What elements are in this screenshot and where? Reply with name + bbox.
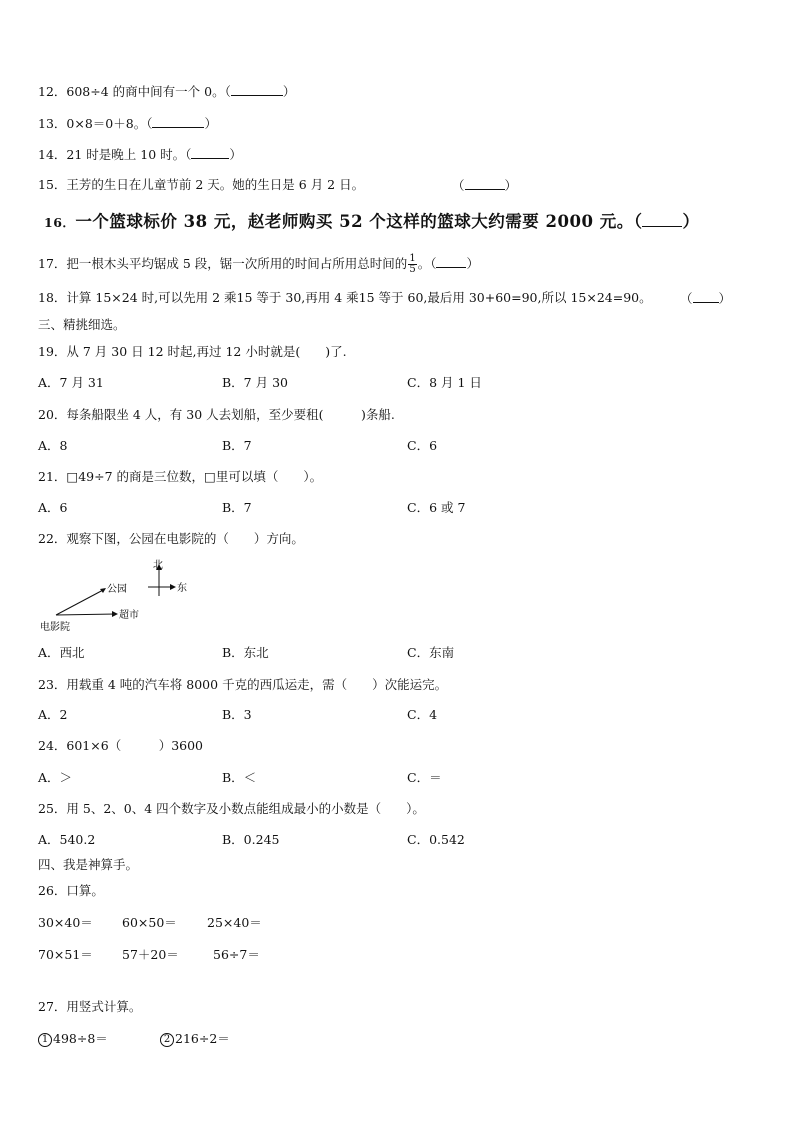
question-26 — [38, 883, 104, 899]
option-b[interactable]: B．＜ — [222, 770, 257, 785]
option-c[interactable]: C．6 — [407, 438, 438, 453]
vertical-calc-1 — [38, 1031, 108, 1047]
bracket: （ — [680, 291, 693, 306]
answer-blank[interactable] — [191, 146, 229, 159]
question-number: 25． — [38, 801, 67, 816]
question-15-answer — [452, 177, 517, 194]
option-a[interactable]: A．西北 — [38, 645, 85, 660]
market-arrow-icon — [112, 611, 118, 617]
cinema-label: 电影院 — [40, 622, 70, 633]
east-arrow-icon — [170, 584, 176, 590]
option-b[interactable]: B．东北 — [222, 645, 269, 660]
bracket: ） — [466, 256, 479, 271]
circled-number: 1 — [38, 1033, 52, 1047]
direction-diagram — [36, 556, 196, 634]
question-number: 26． — [38, 883, 67, 898]
question-text: 观察下图，公园在电影院的（ ）方向。 — [66, 531, 304, 546]
question-text: 王芳的生日在儿童节前 2 天。她的生日是 6 月 2 日。 — [66, 177, 365, 192]
east-label: 东 — [177, 583, 187, 594]
bracket: ） — [229, 147, 242, 162]
question-18-answer — [680, 290, 731, 307]
question-25 — [38, 801, 425, 817]
question-text: 608÷4 的商中间有一个 0。（ — [66, 84, 231, 99]
question-number: 23． — [38, 677, 67, 692]
question-text: 用 5、2、0、4 四个数字及小数点能组成最小的小数是（ ）。 — [66, 801, 425, 816]
market-label: 超市 — [119, 610, 139, 621]
question-text: 计算 15×24 时,可以先用 2 乘15 等于 30,再用 4 乘15 等于 60,最后用 30+60=90,所以 15×24=90。 — [66, 290, 652, 305]
bracket: ） — [504, 178, 518, 193]
question-text: 用载重 4 吨的汽车将 8000 千克的西瓜运走，需（ ）次能运完。 — [66, 677, 448, 692]
calc-expression: 216÷2＝ — [175, 1031, 230, 1046]
option-a[interactable]: A．2 — [38, 707, 68, 722]
line-to-park — [56, 589, 105, 615]
question-number: 24． — [38, 738, 67, 753]
question-text: □49÷7 的商是三位数，□里可以填（ ）。 — [66, 469, 323, 484]
question-24 — [38, 738, 203, 754]
option-c[interactable]: C．6 或 7 — [407, 500, 466, 515]
option-b[interactable]: B．7 — [222, 438, 252, 453]
oral-calc-item: 56÷7＝ — [213, 947, 260, 962]
question-number: 12． — [38, 84, 67, 99]
question-text: 0×8＝0＋8。（ — [66, 116, 153, 131]
question-text: 每条船限坐 4 人，有 30 人去划船，至少要租( )条船. — [66, 407, 395, 422]
answer-blank[interactable] — [436, 255, 466, 268]
option-a[interactable]: A．540.2 — [38, 832, 96, 847]
question-19 — [38, 344, 347, 360]
bracket: ） — [718, 291, 732, 306]
question-15 — [38, 177, 364, 193]
question-number: 22． — [38, 531, 67, 546]
question-text: 从 7 月 30 日 12 时起,再过 12 小时就是( )了. — [66, 344, 347, 359]
question-text: 一个篮球标价 38 元，赵老师购买 52 个这样的篮球大约需要 2000 元。（ — [75, 212, 643, 231]
question-number: 15． — [38, 177, 67, 192]
question-number: 14． — [38, 147, 67, 162]
option-b[interactable]: B．7 — [222, 500, 252, 515]
calc-expression: 498÷8＝ — [53, 1031, 108, 1046]
question-16 — [44, 212, 699, 231]
option-a[interactable]: A．＞ — [38, 770, 73, 785]
option-c[interactable]: C．＝ — [407, 770, 442, 785]
question-number: 21． — [38, 469, 67, 484]
bracket: （ — [452, 178, 465, 193]
answer-blank[interactable] — [465, 177, 505, 190]
question-number: 18． — [38, 290, 67, 305]
question-text: 21 时是晚上 10 时。（ — [66, 147, 192, 162]
question-text: 601×6（ ）3600 — [66, 738, 204, 753]
question-13 — [38, 115, 217, 132]
question-20 — [38, 407, 395, 423]
option-a[interactable]: A．6 — [38, 500, 68, 515]
question-number: 20． — [38, 407, 67, 422]
option-c[interactable]: C．0.542 — [407, 832, 465, 847]
question-number: 17． — [38, 256, 67, 271]
question-text: 用竖式计算。 — [66, 999, 142, 1014]
park-arrow-icon — [100, 588, 106, 593]
bracket: ） — [682, 212, 700, 231]
question-18 — [38, 290, 652, 306]
question-number: 13． — [38, 116, 67, 131]
option-b[interactable]: B．0.245 — [222, 832, 280, 847]
answer-blank[interactable] — [152, 115, 204, 128]
oral-calc-item: 25×40＝ — [207, 915, 262, 930]
fraction — [408, 254, 416, 275]
line-to-market — [56, 614, 116, 615]
oral-calc-item: 60×50＝ — [122, 915, 177, 930]
question-17 — [38, 254, 479, 275]
fraction-denominator: 5 — [409, 264, 416, 275]
oral-calc-item: 70×51＝ — [38, 947, 93, 962]
bracket: ） — [282, 84, 296, 99]
option-a[interactable]: A．7 月 31 — [38, 375, 104, 390]
option-c[interactable]: C．8 月 1 日 — [407, 375, 482, 390]
option-a[interactable]: A．8 — [38, 438, 68, 453]
option-c[interactable]: C．东南 — [407, 645, 455, 660]
oral-calc-item: 57＋20＝ — [122, 947, 179, 962]
answer-blank[interactable] — [231, 83, 283, 96]
question-27 — [38, 999, 141, 1015]
question-number: 19． — [38, 344, 67, 359]
option-c[interactable]: C．4 — [407, 707, 438, 722]
vertical-calc-2 — [160, 1031, 230, 1047]
bracket: ） — [204, 116, 217, 131]
option-b[interactable]: B．3 — [222, 707, 252, 722]
question-number: 27． — [38, 999, 67, 1014]
section-heading: 三、精挑细选。 — [38, 317, 126, 332]
park-label: 公园 — [107, 584, 127, 595]
punctuation: 。（ — [417, 256, 437, 271]
option-b[interactable]: B．7 月 30 — [222, 375, 288, 390]
circled-number: 2 — [160, 1033, 174, 1047]
question-23 — [38, 677, 447, 693]
question-14 — [38, 146, 242, 163]
question-22 — [38, 531, 304, 547]
north-label: 北 — [153, 560, 163, 571]
question-21 — [38, 469, 322, 485]
section-heading: 四、我是神算手。 — [38, 857, 139, 872]
question-number: 16． — [44, 215, 76, 230]
fraction-numerator: 1 — [409, 253, 416, 264]
question-text: 口算。 — [66, 883, 104, 898]
answer-blank[interactable] — [693, 290, 719, 303]
answer-blank[interactable] — [642, 212, 682, 227]
oral-calc-item: 30×40＝ — [38, 915, 93, 930]
question-12 — [38, 83, 295, 100]
question-text: 把一根木头平均锯成 5 段，锯一次所用的时间占所用总时间的 — [66, 256, 408, 271]
